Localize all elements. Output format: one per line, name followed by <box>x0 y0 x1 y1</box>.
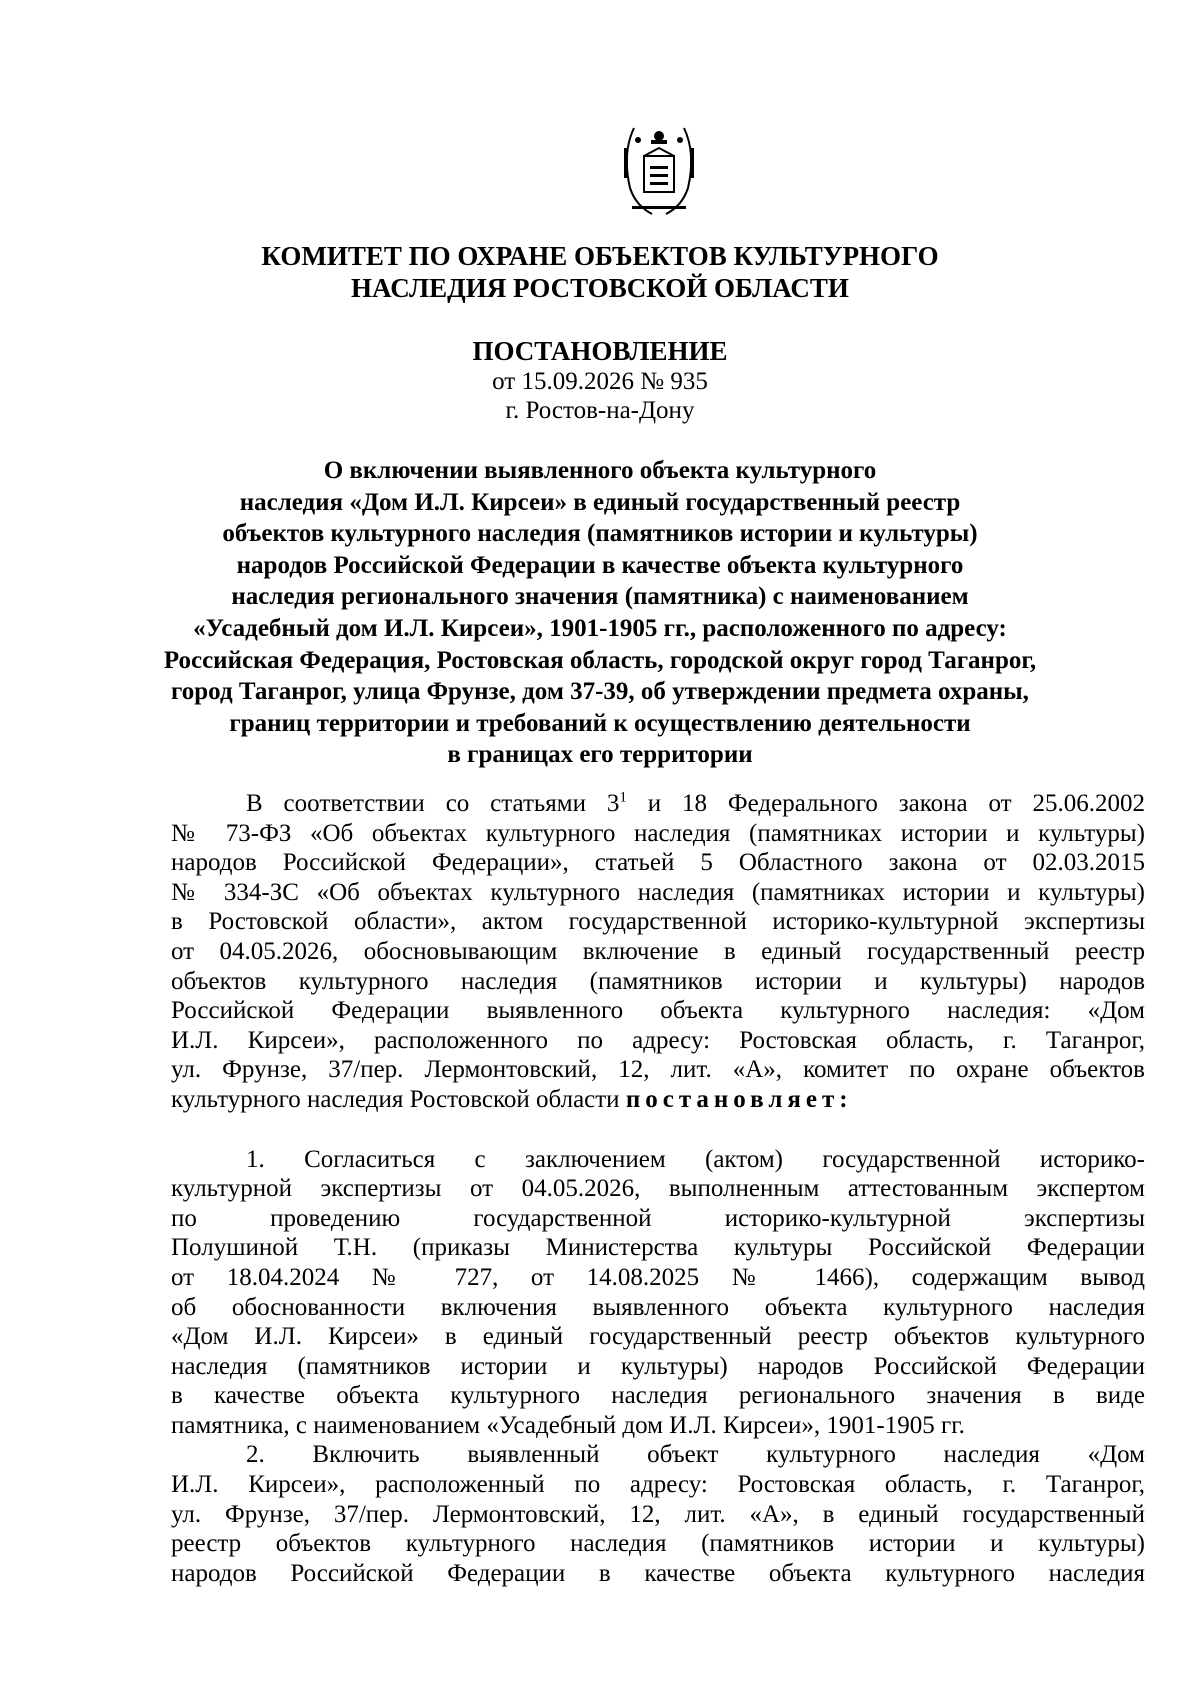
subject-line: наследия «Дом И.Л. Кирсеи» в единый государственный реестр <box>239 488 961 516</box>
subject-line: народов Российской Федерации в качестве объекта культурного <box>236 551 964 579</box>
article-superscript: 1 <box>619 789 627 806</box>
item-1-line: по проведению государственной историко-культурной экспертизы <box>171 1204 1145 1232</box>
preamble-line <box>171 789 1145 819</box>
subject-line: «Усадебный дом И.Л. Кирсеи», 1901-1905 гг., расположенного по адресу: <box>193 614 1007 642</box>
preamble-text: и 18 Федерального закона от 25.06.2002 <box>626 790 1145 817</box>
preamble-line: от 04.05.2026, обосновывающим включение в единый государственный реестр <box>171 937 1145 965</box>
city: г. Ростов-на-Дону <box>505 397 695 424</box>
preamble-paragraph <box>171 789 1145 1115</box>
preamble-line: Российской Федерации выявленного объекта культурного наследия: «Дом <box>171 997 1145 1025</box>
item-1-line: памятника, с наименованием «Усадебный дом И.Л. Кирсеи», 1901-1905 гг. <box>171 1411 965 1439</box>
item-2-paragraph <box>171 1440 1145 1588</box>
preamble-line: № 73-ФЗ «Об объектах культурного наследия (памятниках истории и культуры) <box>171 819 1145 847</box>
subject-line: О включении выявленного объекта культурного <box>323 457 877 484</box>
item-2-line: 2. Включить выявленный объект культурного наследия «Дом <box>246 1441 1145 1469</box>
preamble-line: народов Российской Федерации», статьей 5 Областного закона от 02.03.2015 <box>171 849 1145 877</box>
committee-name <box>120 240 1080 304</box>
item-1-paragraph <box>171 1145 1145 1441</box>
subject-line: Российская Федерация, Ростовская область, городской округ город Таганрог, <box>163 646 1037 674</box>
item-1-line: Полушиной Т.Н. (приказы Министерства культуры Российской Федерации <box>171 1234 1145 1262</box>
subject-line: объектов культурного наследия (памятников истории и культуры) <box>222 520 978 548</box>
committee-line: НАСЛЕДИЯ РОСТОВСКОЙ ОБЛАСТИ <box>351 273 849 303</box>
coat-of-arms-icon <box>604 118 714 220</box>
preamble-text: культурного наследия Ростовской области <box>171 1085 626 1113</box>
date-number: от 15.09.2026 № 935 <box>492 368 708 395</box>
resolves-word: постановляет: <box>625 1085 853 1113</box>
committee-line: КОМИТЕТ ПО ОХРАНЕ ОБЪЕКТОВ КУЛЬТУРНОГО <box>261 241 939 271</box>
item-1-line: от 18.04.2024 № 727, от 14.08.2025 № 1466), содержащим вывод <box>171 1263 1145 1291</box>
document-subject <box>150 455 1050 771</box>
item-1-line: в качестве объекта культурного наследия регионального значения в виде <box>171 1382 1145 1410</box>
preamble-line <box>171 1085 1145 1115</box>
item-1-line: 1. Согласиться с заключением (актом) государственной историко- <box>246 1145 1145 1173</box>
item-1-line: «Дом И.Л. Кирсеи» в единый государственный реестр объектов культурного <box>171 1323 1145 1351</box>
subject-line: границ территории и требований к осуществлению деятельности <box>229 709 971 737</box>
document-type: ПОСТАНОВЛЕНИЕ <box>472 336 728 366</box>
preamble-line: объектов культурного наследия (памятников истории и культуры) народов <box>171 967 1145 995</box>
preamble-line: ул. Фрунзе, 37/пер. Лермонтовский, 12, лит. «А», комитет по охране объектов <box>171 1056 1145 1084</box>
preamble-line: И.Л. Кирсеи», расположенного по адресу: Ростовская область, г. Таганрог, <box>171 1026 1145 1054</box>
subject-line: наследия регионального значения (памятника) с наименованием <box>231 583 969 611</box>
item-2-line: И.Л. Кирсеи», расположенный по адресу: Ростовская область, г. Таганрог, <box>171 1471 1145 1499</box>
item-2-line: ул. Фрунзе, 37/пер. Лермонтовский, 12, лит. «А», в единый государственный <box>171 1500 1145 1528</box>
item-2-line: реестр объектов культурного наследия (памятников истории и культуры) <box>171 1530 1145 1558</box>
preamble-line: № 334-ЗС «Об объектах культурного наследия (памятниках истории и культуры) <box>171 878 1145 906</box>
document-body <box>171 789 1145 1588</box>
item-2-line: народов Российской Федерации в качестве объекта культурного наследия <box>171 1559 1145 1587</box>
subject-line: в границах его территории <box>447 741 753 769</box>
item-1-line: наследия (памятников истории и культуры) народов Российской Федерации <box>171 1352 1145 1380</box>
subject-line: город Таганрог, улица Фрунзе, дом 37-39, об утверждении предмета охраны, <box>171 678 1029 706</box>
preamble-line: в Ростовской области», актом государственной историко-культурной экспертизы <box>171 908 1145 936</box>
preamble-text: В соответствии со статьями 3 <box>246 790 620 817</box>
item-1-line: культурной экспертизы от 04.05.2026, выполненным аттестованным экспертом <box>171 1175 1145 1203</box>
item-1-line: об обоснованности включения выявленного объекта культурного наследия <box>171 1293 1145 1321</box>
